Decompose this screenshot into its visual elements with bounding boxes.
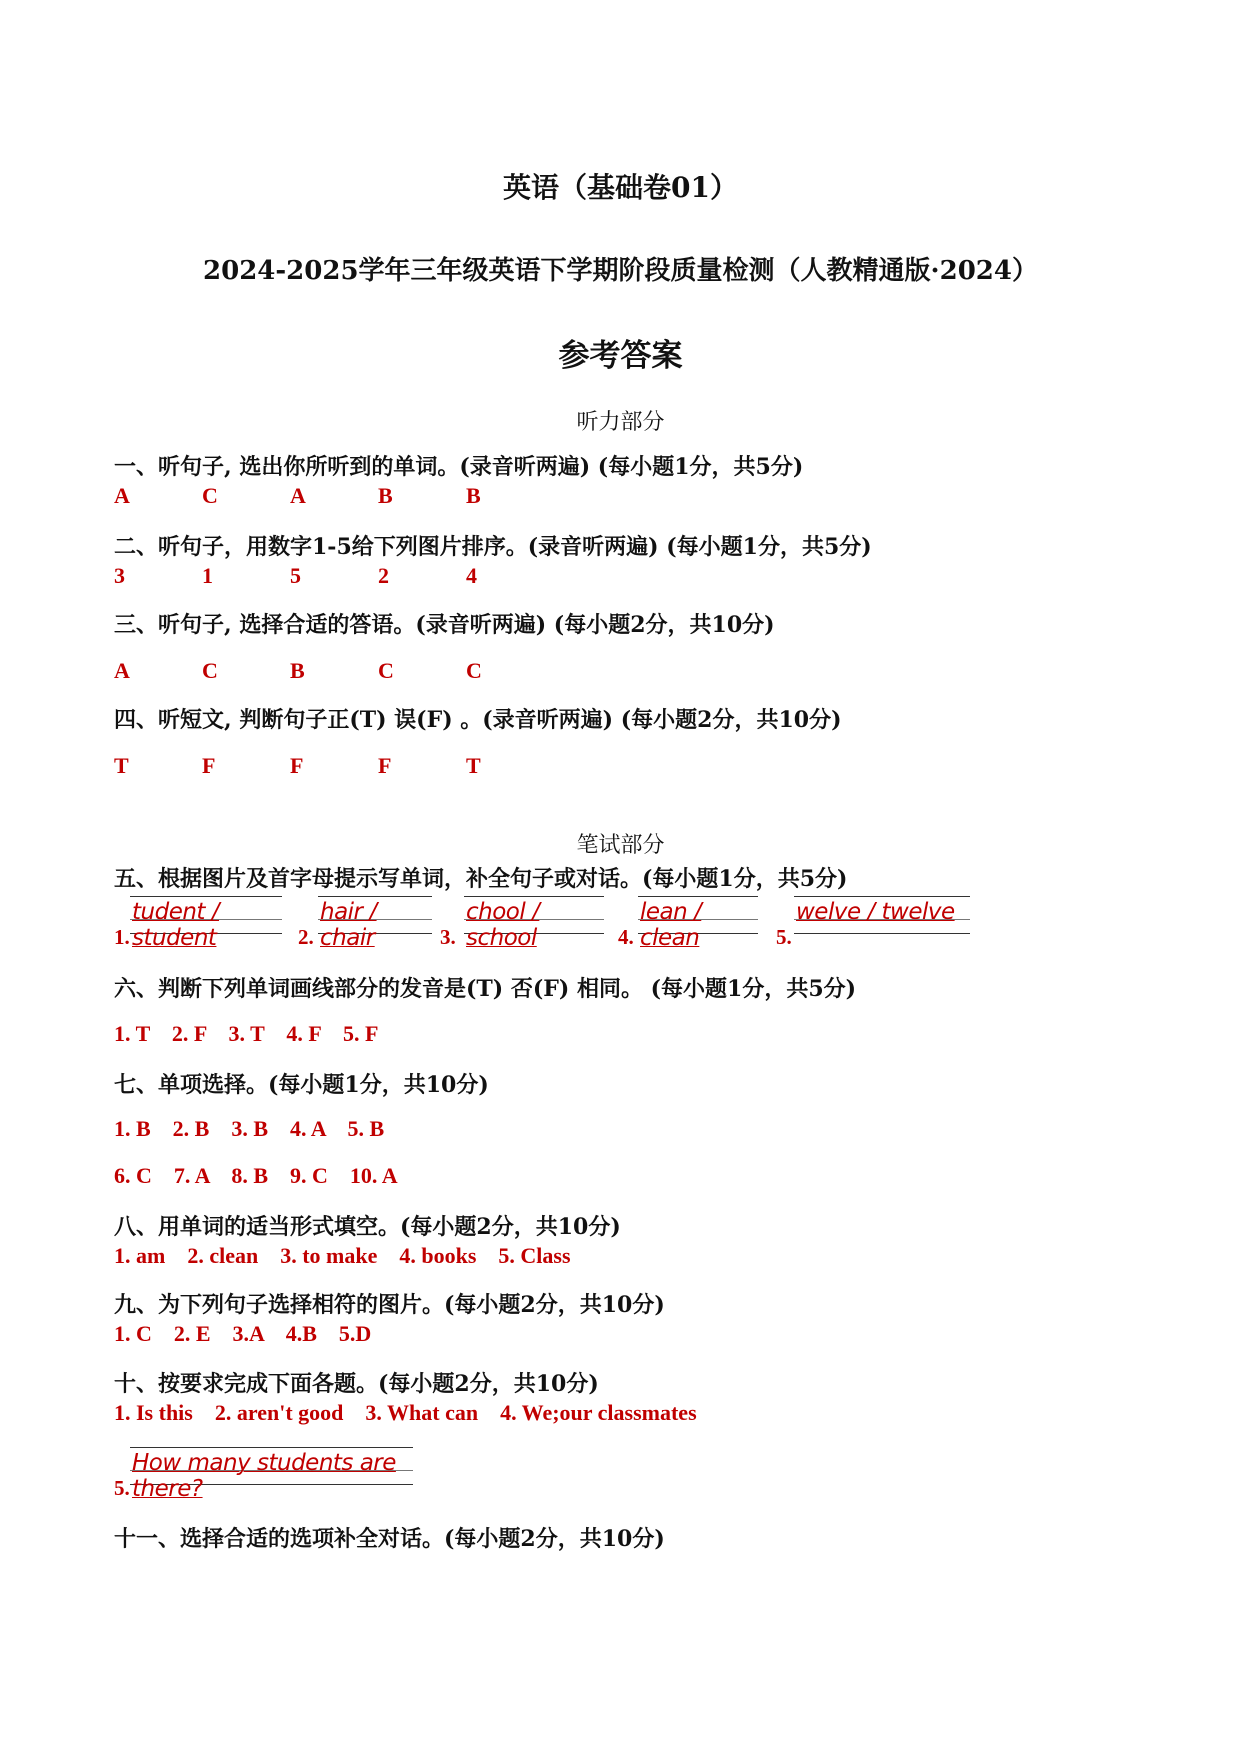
answer-item: C — [202, 483, 218, 508]
answer-item: A — [290, 483, 306, 508]
listening-section-label: 听力部分 — [576, 410, 665, 435]
handwritten-answer: welve / twelve — [796, 899, 955, 925]
answer-key-title: 参考答案 — [558, 338, 683, 374]
answer-item: C — [466, 658, 482, 683]
question-1-title: 一、听句子, 选出你所听到的单词。(录音听两遍) (每小题1分，共5分) — [114, 454, 804, 480]
item-number: 3. — [440, 925, 456, 949]
handwritten-answer: hair / chair — [320, 899, 377, 951]
answer-item: 5 — [290, 563, 301, 588]
question-4-title: 四、听短文, 判断句子正(T) 误(F) 。(录音听两遍) (每小题2分，共10分) — [114, 707, 842, 733]
handwriting-line — [794, 896, 970, 934]
question-3-title: 三、听句子, 选择合适的答语。(录音听两遍) (每小题2分，共10分) — [114, 612, 775, 638]
handwriting-line — [638, 896, 758, 951]
answer-item: 2 — [378, 563, 389, 588]
question-2-title: 二、听句子，用数字1-5给下列图片排序。(录音听两遍) (每小题1分，共5分) — [114, 534, 872, 560]
item-number: 2. — [298, 925, 314, 949]
handwritten-answer: tudent / student — [132, 899, 220, 951]
handwriting-line — [130, 896, 282, 951]
answer-item: F — [202, 753, 216, 778]
answer-item: B — [378, 483, 393, 508]
question-6-title: 六、判断下列单词画线部分的发音是(T) 否(F) 相同。 (每小题1分，共5分) — [114, 976, 857, 1002]
question-7-answers-row-1: 1. B 2. B 3. B 4. A 5. B — [114, 1116, 385, 1141]
writing-section-label: 笔试部分 — [576, 833, 665, 858]
question-6-answers: 1. T 2. F 3. T 4. F 5. F — [114, 1021, 379, 1046]
answer-item: C — [202, 658, 218, 683]
answer-item: F — [378, 753, 392, 778]
question-9-title: 九、为下列句子选择相符的图片。(每小题2分，共10分) — [114, 1292, 665, 1318]
question-8-answers: 1. am 2. clean 3. to make 4. books 5. Class — [114, 1243, 571, 1268]
answer-item: A — [114, 658, 130, 683]
handwriting-line — [464, 896, 604, 951]
answer-item: 4 — [466, 563, 477, 588]
answer-item: C — [378, 658, 394, 683]
item-number: 5. — [776, 925, 792, 949]
document-title: 英语（基础卷01） — [503, 171, 738, 204]
answer-item: T — [466, 753, 481, 778]
question-10-answers: 1. Is this 2. aren't good 3. What can 4. We;our classmates — [114, 1400, 697, 1425]
handwritten-answer: How many students are there? — [132, 1450, 396, 1502]
handwriting-line — [318, 896, 432, 951]
handwritten-answer: lean / clean — [640, 899, 702, 951]
handwriting-line — [130, 1447, 413, 1502]
question-10-title: 十、按要求完成下面各题。(每小题2分，共10分) — [114, 1371, 599, 1397]
question-9-answers: 1. C 2. E 3.A 4.B 5.D — [114, 1321, 372, 1346]
answer-item: T — [114, 753, 129, 778]
answer-item: A — [114, 483, 130, 508]
answer-item: 3 — [114, 563, 125, 588]
question-11-title: 十一、选择合适的选项补全对话。(每小题2分，共10分) — [114, 1526, 665, 1552]
item-number: 4. — [618, 925, 634, 949]
question-7-title: 七、单项选择。(每小题1分，共10分) — [114, 1072, 489, 1098]
answer-item: 1 — [202, 563, 213, 588]
question-7-answers-row-2: 6. C 7. A 8. B 9. C 10. A — [114, 1163, 398, 1188]
answer-item: B — [290, 658, 305, 683]
handwritten-answer: chool / school — [466, 899, 540, 951]
answer-item: F — [290, 753, 304, 778]
document-subtitle: 2024-2025学年三年级英语下学期阶段质量检测（人教精通版·2024） — [203, 256, 1038, 286]
item-number: 1. — [114, 925, 130, 949]
item-number: 5. — [114, 1476, 130, 1500]
question-8-title: 八、用单词的适当形式填空。(每小题2分，共10分) — [114, 1214, 621, 1240]
answer-item: B — [466, 483, 481, 508]
question-5-title: 五、根据图片及首字母提示写单词，补全句子或对话。(每小题1分，共5分) — [114, 866, 848, 892]
